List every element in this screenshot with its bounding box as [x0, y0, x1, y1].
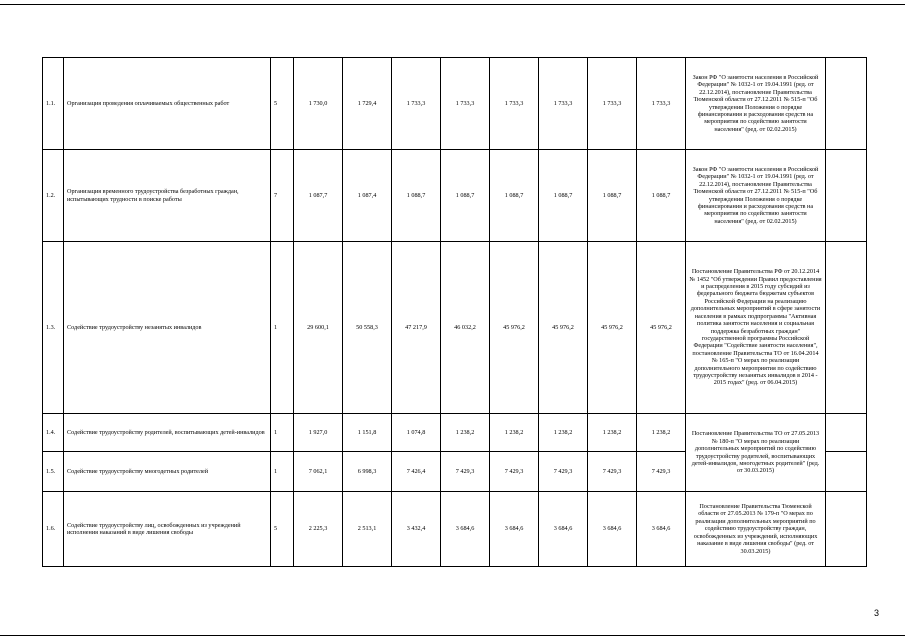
value-cell: 1 087,4: [343, 150, 392, 242]
value-cell: 1 733,3: [588, 58, 637, 150]
value-cell: 1 238,2: [441, 414, 490, 452]
value-cell: 7 429,3: [588, 452, 637, 492]
measure-name: Содействие трудоустройству лиц, освобожденных из учреждений исполнения наказаний в виде лишения свободы: [64, 492, 271, 567]
table-row: [43, 492, 867, 567]
value-cell: 47 217,9: [392, 242, 441, 414]
value-cell: 46 032,2: [441, 242, 490, 414]
value-cell: 1 088,7: [539, 150, 588, 242]
value-cell: 2 225,3: [294, 492, 343, 567]
value-cell: 45 976,2: [490, 242, 539, 414]
row-code: 1: [271, 414, 294, 452]
row-number: 1.2.: [43, 150, 64, 242]
value-cell: 7 429,3: [637, 452, 686, 492]
top-edge-line: [0, 4, 905, 5]
value-cell: 1 151,8: [343, 414, 392, 452]
row-code: 7: [271, 150, 294, 242]
row-code: 5: [271, 58, 294, 150]
value-cell: 1 733,3: [490, 58, 539, 150]
value-cell: 3 684,6: [490, 492, 539, 567]
table-row: [43, 150, 867, 242]
legal-basis-cell: Постановление Правительства РФ от 20.12.2014 № 1452 "Об утверждении Правил предоставления и распределения в 2015 году субсидий из федерального бюджета бюджетам субъектов Российской Федерации на реализацию дополнительных мероприятий в сфере занятости населения в рамках подпрограммы "Активная политика занятости населения и социальная поддержка безработных граждан" государственной программы Российской Федерации "Содействие занятости населения", постановление Правительства ТО от 16.04.2014 № 165-п "О мерах по реализации дополнительного мероприятия по содействию трудоустройству незанятых инвалидов в 2014 - 2015 годах" (ред. от 06.04.2015): [686, 242, 826, 414]
employment-measures-table: [42, 57, 867, 567]
value-cell: 1 238,2: [539, 414, 588, 452]
measure-name: Организация проведения оплачиваемых общественных работ: [64, 58, 271, 150]
value-cell: 3 432,4: [392, 492, 441, 567]
value-cell: 1 238,2: [490, 414, 539, 452]
row-number: 1.3.: [43, 242, 64, 414]
value-cell: 1 088,7: [490, 150, 539, 242]
page-number: 3: [874, 608, 880, 618]
legal-basis-cell: Закон РФ "О занятости населения в Российской Федерации" № 1032-1 от 19.04.1991 (ред. от 22.12.2014), постановление Правительства Тюменской области от 27.12.2011 № 515-п "Об утверждении Положения о порядке финансирования и расходования средств на мероприятия по содействию занятости населения" (ред. от 02.02.2015): [686, 58, 826, 150]
value-cell: 1 733,3: [392, 58, 441, 150]
empty-cell: [826, 242, 867, 414]
row-number: 1.6.: [43, 492, 64, 567]
value-cell: 1 733,3: [539, 58, 588, 150]
value-cell: 1 733,3: [637, 58, 686, 150]
value-cell: 1 074,8: [392, 414, 441, 452]
value-cell: 45 976,2: [539, 242, 588, 414]
empty-cell: [826, 58, 867, 150]
value-cell: 7 062,1: [294, 452, 343, 492]
empty-cell: [826, 414, 867, 452]
value-cell: 1 088,7: [441, 150, 490, 242]
value-cell: 7 426,4: [392, 452, 441, 492]
row-code: 5: [271, 492, 294, 567]
value-cell: 1 733,3: [441, 58, 490, 150]
value-cell: 1 927,0: [294, 414, 343, 452]
value-cell: 1 729,4: [343, 58, 392, 150]
value-cell: 3 684,6: [637, 492, 686, 567]
row-number: 1.4.: [43, 414, 64, 452]
measure-name: Содействие трудоустройству незанятых инвалидов: [64, 242, 271, 414]
value-cell: 7 429,3: [441, 452, 490, 492]
measure-name: Содействие трудоустройству многодетных родителей: [64, 452, 271, 492]
empty-cell: [826, 150, 867, 242]
value-cell: 3 684,6: [441, 492, 490, 567]
value-cell: 45 976,2: [637, 242, 686, 414]
value-cell: 7 429,3: [490, 452, 539, 492]
value-cell: 1 087,7: [294, 150, 343, 242]
row-number: 1.1.: [43, 58, 64, 150]
row-code: 1: [271, 242, 294, 414]
measure-name: Содействие трудоустройству родителей, воспитывающих детей-инвалидов: [64, 414, 271, 452]
value-cell: 7 429,3: [539, 452, 588, 492]
row-code: 1: [271, 452, 294, 492]
empty-cell: [826, 452, 867, 492]
value-cell: 6 998,3: [343, 452, 392, 492]
value-cell: 3 684,6: [588, 492, 637, 567]
value-cell: 1 088,7: [588, 150, 637, 242]
value-cell: 2 513,1: [343, 492, 392, 567]
table-row: [43, 414, 867, 452]
legal-basis-cell: Постановление Правительства ТО от 27.05.2013 № 180-п "О мерах по реализации дополнительных мероприятий по содействию трудоустройству родителей, воспитывающих детей-инвалидов, многодетных родителей" (ред. от 30.03.2015): [686, 414, 826, 492]
row-number: 1.5.: [43, 452, 64, 492]
value-cell: 1 238,2: [588, 414, 637, 452]
value-cell: 1 088,7: [392, 150, 441, 242]
value-cell: 1 730,0: [294, 58, 343, 150]
value-cell: 29 600,1: [294, 242, 343, 414]
value-cell: 50 558,3: [343, 242, 392, 414]
table-row: [43, 58, 867, 150]
legal-basis-cell: Закон РФ "О занятости населения в Российской Федерации" № 1032-1 от 19.04.1991 (ред. от 22.12.2014), постановление Правительства Тюменской области от 27.12.2011 № 515-п "Об утверждении Положения о порядке финансирования и расходования средств на мероприятия по содействию занятости населения" (ред. от 02.02.2015): [686, 150, 826, 242]
measure-name: Организация временного трудоустройства безработных граждан, испытывающих трудности в поиске работы: [64, 150, 271, 242]
value-cell: 45 976,2: [588, 242, 637, 414]
legal-basis-cell: Постановление Правительства Тюменской области от 27.05.2013 № 179-п "О мерах по реализации дополнительных мероприятий по содействию трудоустройству граждан, освобожденных из учреждений, исполняющих наказание в виде лишения свободы" (ред. от 30.03.2015): [686, 492, 826, 567]
value-cell: 3 684,6: [539, 492, 588, 567]
empty-cell: [826, 492, 867, 567]
value-cell: 1 238,2: [637, 414, 686, 452]
bottom-edge-line: [0, 635, 905, 636]
value-cell: 1 088,7: [637, 150, 686, 242]
table-row: [43, 242, 867, 414]
